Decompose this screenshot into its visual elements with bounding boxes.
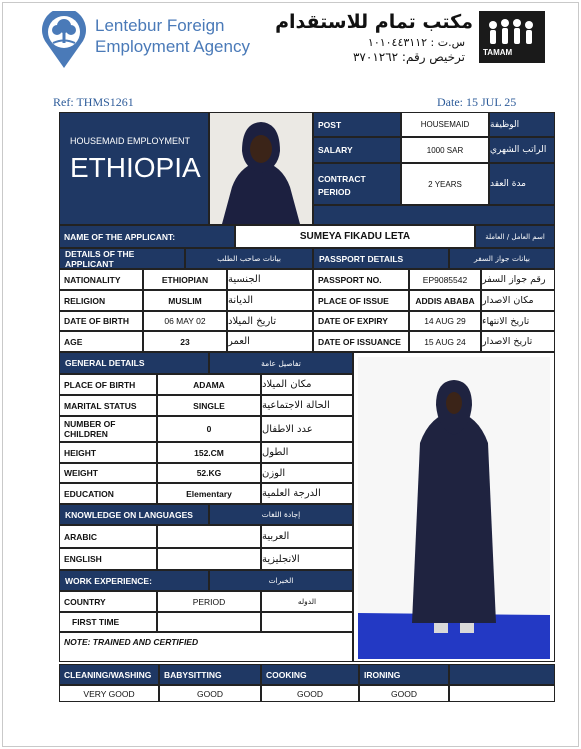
applicant-name-value: SUMEYA FIKADU LETA	[235, 225, 475, 248]
contract-label-arabic: مدة العقد	[489, 163, 555, 205]
general-value-education: Elementary	[157, 483, 261, 504]
skill-label-cooking: COOKING	[261, 664, 359, 685]
language-value-english	[157, 548, 261, 570]
general-label-education-arabic: الدرجة العلمية	[261, 483, 353, 504]
agency-name-line1: Lentebur Foreign	[95, 16, 225, 35]
skill-value-blank	[449, 685, 555, 702]
contract-label-line1: CONTRACT	[318, 174, 366, 184]
details-value-nationality: ETHIOPIAN	[143, 269, 227, 290]
language-label-arabic: ARABIC	[59, 525, 157, 548]
details-section-header-arabic: بيانات صاحب الطلب	[185, 248, 313, 269]
details-label-religion: RELIGION	[59, 290, 143, 311]
details-section-header: DETAILS OF THE APPLICANT	[59, 248, 185, 269]
contract-value: 2 YEARS	[401, 163, 489, 205]
general-label-marital-status-arabic: الحالة الاجتماعية	[261, 395, 353, 416]
skill-label-blank	[449, 664, 555, 685]
general-section-header: GENERAL DETAILS	[59, 352, 209, 374]
reference-number: Ref: THMS1261	[53, 95, 134, 109]
passport-label-number-arabic: رقم جواز السفر	[481, 269, 555, 290]
general-label-weight: WEIGHT	[59, 463, 157, 483]
general-value-height: 152.CM	[157, 442, 261, 463]
skill-value-cooking: GOOD	[261, 685, 359, 702]
skill-label-babysitting: BABYSITTING	[159, 664, 261, 685]
experience-first-time-extra	[261, 612, 353, 632]
skill-value-ironing: GOOD	[359, 685, 449, 702]
salary-label: SALARY	[313, 137, 401, 163]
language-label-english-arabic: الانجليزية	[261, 548, 353, 570]
agency-name-line2: Employment Agency	[95, 37, 250, 56]
details-label-nationality: NATIONALITY	[59, 269, 143, 290]
general-value-place-of-birth: ADAMA	[157, 374, 261, 395]
experience-country-label: COUNTRY	[59, 591, 157, 612]
details-label-age: AGE	[59, 331, 143, 352]
experience-period-label: PERIOD	[157, 591, 261, 612]
general-label-place-of-birth-arabic: مكان الميلاد	[261, 374, 353, 395]
passport-label-place-of-issue-arabic: مكان الاصدار	[481, 290, 555, 311]
agency-logo-icon	[39, 11, 89, 69]
passport-label-date-of-expiry-arabic: تاريخ الانتهاء	[481, 311, 555, 331]
salary-label-arabic: الراتب الشهري	[489, 137, 555, 163]
post-filler	[313, 205, 555, 225]
passport-section-header-arabic: بيانات جواز السفر	[449, 248, 555, 269]
passport-label-place-of-issue: PLACE OF ISSUE	[313, 290, 409, 311]
passport-label-number: PASSPORT NO.	[313, 269, 409, 290]
language-value-arabic	[157, 525, 261, 548]
general-label-height-arabic: الطول	[261, 442, 353, 463]
details-value-religion: MUSLIM	[143, 290, 227, 311]
details-label-nationality-arabic: الجنسية	[227, 269, 313, 290]
details-label-date-of-birth-arabic: تاريخ الميلاد	[227, 311, 313, 331]
details-label-date-of-birth: DATE OF BIRTH	[59, 311, 143, 331]
skill-value-babysitting: GOOD	[159, 685, 261, 702]
contract-label-line2: PERIOD	[318, 187, 351, 197]
general-value-weight: 52.KG	[157, 463, 261, 483]
document-date: Date: 15 JUL 25	[437, 95, 517, 109]
banner-country: ETHIOPIA	[70, 152, 201, 183]
general-label-weight-arabic: الوزن	[261, 463, 353, 483]
contract-label	[313, 163, 401, 205]
tamam-logo-text: TAMAM	[483, 48, 513, 57]
experience-first-time: FIRST TIME	[59, 612, 157, 632]
skill-label-ironing: IRONING	[359, 664, 449, 685]
general-label-marital-status: MARITAL STATUS	[59, 395, 157, 416]
details-label-age-arabic: العمر	[227, 331, 313, 352]
general-section-header-arabic: تفاصيل عامة	[209, 352, 353, 374]
applicant-name-label-arabic: اسم العامل / العاملة	[475, 225, 555, 248]
details-label-religion-arabic: الديانة	[227, 290, 313, 311]
details-value-date-of-birth: 06 MAY 02	[143, 311, 227, 331]
salary-value: 1000 SAR	[401, 137, 489, 163]
experience-section-header-arabic: الخبرات	[209, 570, 353, 591]
details-value-age: 23	[143, 331, 227, 352]
banner-title: HOUSEMAID EMPLOYMENT	[70, 136, 191, 146]
arabic-license-number: ترخيص رقم: ٣٧٠١٢٦٢	[352, 50, 465, 64]
passport-label-date-of-issuance: DATE OF ISSUANCE	[313, 331, 409, 352]
passport-label-date-of-expiry: DATE OF EXPIRY	[313, 311, 409, 331]
general-label-number-of-children: NUMBER OF CHILDREN	[59, 416, 157, 442]
general-value-marital-status: SINGLE	[157, 395, 261, 416]
applicant-portrait	[209, 112, 313, 225]
language-label-english: ENGLISH	[59, 548, 157, 570]
passport-value-date-of-expiry: 14 AUG 29	[409, 311, 481, 331]
skill-label-cleaning: CLEANING/WASHING	[59, 664, 159, 685]
general-label-number-of-children-arabic: عدد الاطفال	[261, 416, 353, 442]
language-label-arabic-arabic: العربية	[261, 525, 353, 548]
experience-country-label-arabic: الدوله	[261, 591, 353, 612]
languages-section-header-arabic: إجادة اللغات	[209, 504, 353, 525]
experience-note: NOTE: TRAINED AND CERTIFIED	[59, 632, 353, 662]
applicant-full-photo	[353, 352, 555, 662]
passport-label-date-of-issuance-arabic: تاريخ الاصدار	[481, 331, 555, 352]
experience-first-time-period	[157, 612, 261, 632]
banner	[59, 112, 209, 225]
experience-section-header: WORK EXPERIENCE:	[59, 570, 209, 591]
passport-value-date-of-issuance: 15 AUG 24	[409, 331, 481, 352]
skill-value-cleaning: VERY GOOD	[59, 685, 159, 702]
passport-section-header: PASSPORT DETAILS	[313, 248, 449, 269]
arabic-cr-number: س.ت : ١٠١٠٤٤٣١١٢	[367, 36, 465, 49]
post-label: POST	[313, 112, 401, 137]
tamam-logo-icon	[479, 11, 545, 63]
post-value: HOUSEMAID	[401, 112, 489, 137]
general-label-place-of-birth: PLACE OF BIRTH	[59, 374, 157, 395]
post-label-arabic: الوظيفة	[489, 112, 555, 137]
arabic-agency-name: مكتب تمام للاستقدام	[275, 11, 473, 33]
languages-section-header: KNOWLEDGE ON LANGUAGES	[59, 504, 209, 525]
general-label-height: HEIGHT	[59, 442, 157, 463]
general-label-education: EDUCATION	[59, 483, 157, 504]
general-value-number-of-children: 0	[157, 416, 261, 442]
applicant-name-label: NAME OF THE APPLICANT:	[59, 225, 235, 248]
passport-value-place-of-issue: ADDIS ABABA	[409, 290, 481, 311]
passport-value-number: EP9085542	[409, 269, 481, 290]
cv-page	[2, 2, 579, 747]
